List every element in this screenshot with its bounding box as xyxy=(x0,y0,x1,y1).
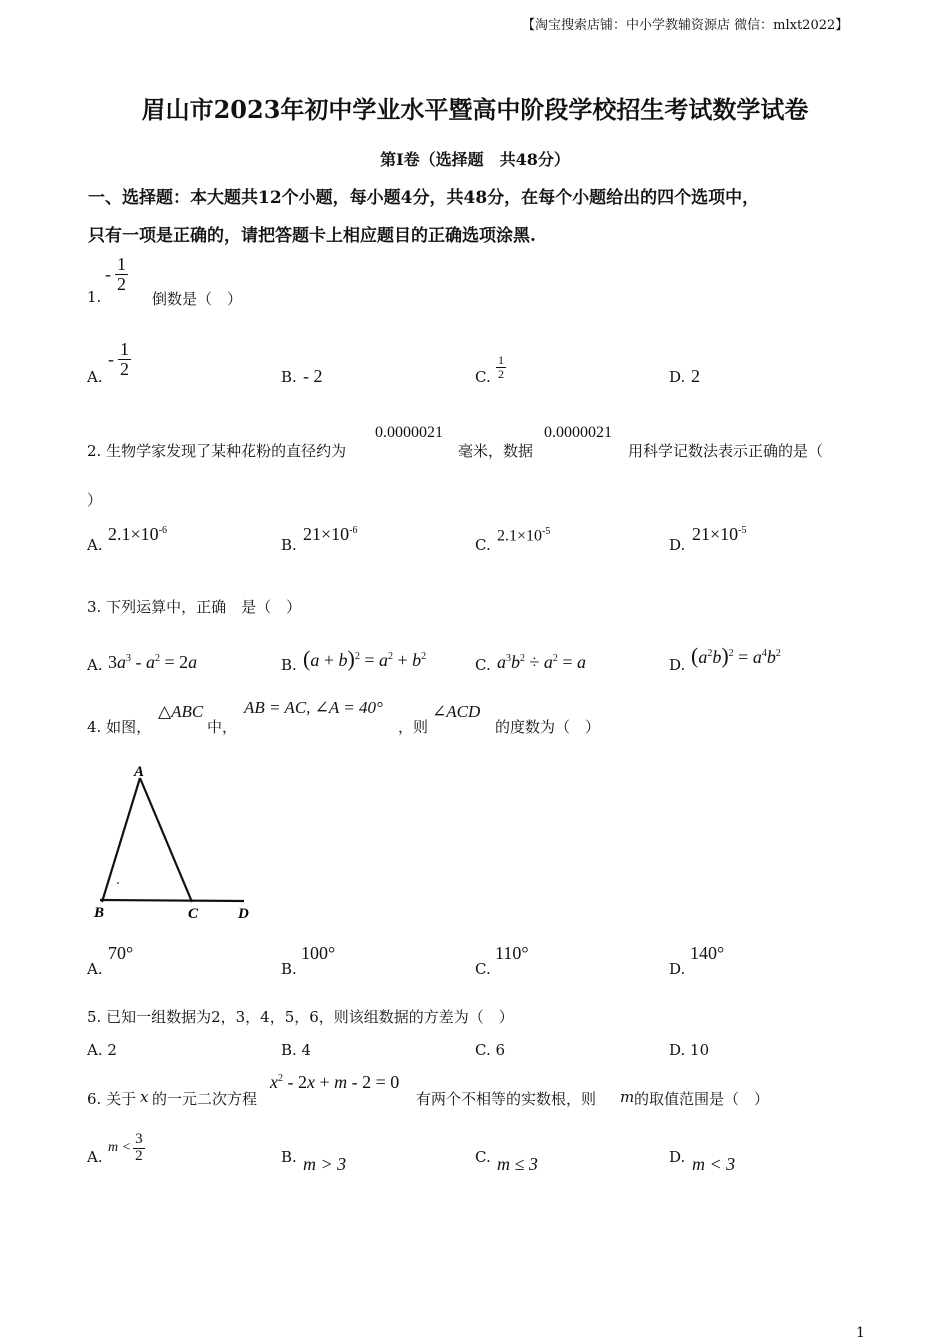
point-a-label: A xyxy=(134,764,145,780)
q1-frac-num: 1 xyxy=(117,254,126,274)
q2-value-1: 0.0000021 xyxy=(375,424,443,441)
header-watermark: 【淘宝搜索店铺：中小学教辅资源店 微信：mlxt2022】 xyxy=(522,18,849,33)
q1-option-c-den: 2 xyxy=(498,366,504,381)
q6-text-a: 6. 关于 xyxy=(87,1090,137,1108)
q2-option-c-value xyxy=(497,526,550,545)
q6-option-b-value: m > 3 xyxy=(303,1154,347,1174)
q2-option-d-label[interactable]: D. xyxy=(669,536,686,554)
q6-text-b: 的一元二次方程 xyxy=(152,1090,258,1108)
q1-text: 倒数是（ ） xyxy=(152,290,243,308)
page-number: 1 xyxy=(856,1325,865,1341)
q6-option-c-value: m ≤ 3 xyxy=(497,1154,538,1174)
q4-text-a: 4. 如图， xyxy=(87,718,152,736)
q6-option-d-value: m < 3 xyxy=(692,1154,736,1174)
q1-number: 1. xyxy=(87,288,102,306)
q1-fraction xyxy=(105,255,128,294)
q2-text-a: 2. 生物学家发现了某种花粉的直径约为 xyxy=(87,442,347,460)
q2-option-c-label[interactable]: C. xyxy=(475,536,491,554)
page-subtitle: 第I卷（选择题 共48分） xyxy=(380,150,570,169)
section-instruction-line2: 只有一项是正确的，请把答题卡上相应题目的正确选项涂黑. xyxy=(88,226,536,246)
q6-option-b-label[interactable]: B. xyxy=(281,1148,297,1166)
q3-option-b-formula: $(a + b)^2 = a^2 + b^2$ xyxy=(303,646,427,671)
q4-option-c-label[interactable]: C. xyxy=(475,960,491,978)
q3-option-d-formula: $(a^2b)^2 = a^4b^2$ xyxy=(691,643,781,668)
q1-option-c-value xyxy=(496,354,506,380)
q5-option-d[interactable]: D. 10 xyxy=(669,1041,710,1059)
q6-option-c-label[interactable]: C. xyxy=(475,1148,491,1166)
q5-option-a[interactable]: A. 2 xyxy=(87,1041,117,1059)
side-ab xyxy=(102,778,140,902)
q2-value-2: 0.0000021 xyxy=(544,424,612,441)
section-instruction-line1: 一、选择题：本大题共12个小题，每小题4分，共48分，在每个小题给出的四个选项中， xyxy=(88,188,760,208)
q6-option-a-label[interactable]: A. xyxy=(87,1148,103,1166)
q6-text-c: 有两个不相等的实数根，则 xyxy=(416,1090,597,1108)
q2-text-b: 毫米，数据 xyxy=(458,442,534,460)
q2-text-c: 用科学记数法表示正确的是（ xyxy=(628,442,824,460)
q3-option-a-formula: $3a^3 - a^2 = 2a$ xyxy=(108,652,198,672)
q2-option-a-label[interactable]: A. xyxy=(87,536,103,554)
q6-var-m: m xyxy=(620,1088,635,1106)
q2-option-d-exp: -5 xyxy=(738,525,747,536)
q4-triangle: △ABC xyxy=(158,702,204,721)
q2-option-a-base: 2.1×10 xyxy=(108,524,159,544)
line-bd xyxy=(100,900,244,901)
q4-condition: AB = AC, ∠A = 40° xyxy=(244,698,383,717)
q6-option-a-value xyxy=(108,1132,145,1165)
point-c-label: C xyxy=(188,906,199,922)
q4-triangle-figure xyxy=(90,760,260,925)
q4-text-d: 的度数为（ ） xyxy=(495,718,601,736)
q6-option-a-num: 3 xyxy=(135,1131,143,1147)
q4-option-d-label[interactable]: D. xyxy=(669,960,686,978)
q2-option-a-value xyxy=(108,524,167,545)
q2-option-c-base: 2.1×10 xyxy=(497,527,543,545)
q1-option-c-num: 1 xyxy=(498,353,504,367)
q4-option-c-value: 110° xyxy=(495,943,529,963)
q4-text-c: ，则 xyxy=(398,718,429,736)
q1-option-a-sign: - xyxy=(108,348,114,369)
q3-option-b-label[interactable]: B. xyxy=(281,656,297,674)
q5-option-c[interactable]: C. 6 xyxy=(475,1041,506,1059)
q2-option-b-exp: -6 xyxy=(349,525,358,536)
q1-frac-sign: - xyxy=(105,263,111,284)
q1-option-d-value: 2 xyxy=(691,366,700,386)
q6-equation: $x^2 - 2x + m - 2 = 0$ xyxy=(270,1072,400,1092)
q4-option-a-label[interactable]: A. xyxy=(87,960,103,978)
q4-option-b-label[interactable]: B. xyxy=(281,960,297,978)
q4-option-b-value: 100° xyxy=(301,943,336,963)
q3-option-d-label[interactable]: D. xyxy=(669,656,686,674)
q3-option-a-label[interactable]: A. xyxy=(87,656,103,674)
q1-option-a-den: 2 xyxy=(120,358,129,379)
q4-angle: ∠ACD xyxy=(432,702,481,721)
q1-option-b-value: - 2 xyxy=(303,366,323,386)
q2-option-d-value xyxy=(692,524,747,545)
q1-option-c-label[interactable]: C. xyxy=(475,368,491,386)
q1-option-b-label[interactable]: B. xyxy=(281,368,297,386)
q5-option-b[interactable]: B. 4 xyxy=(281,1041,312,1059)
q2-option-a-exp: -6 xyxy=(158,525,167,536)
q3-option-c-formula: $a^3b^2 \div a^2 = a$ xyxy=(497,652,587,672)
q1-option-a-label[interactable]: A. xyxy=(87,368,103,386)
q4-option-a-value: 70° xyxy=(108,943,134,963)
q6-option-a-den: 2 xyxy=(135,1147,143,1164)
q1-frac-den: 2 xyxy=(117,273,126,294)
q2-text-d: ） xyxy=(87,491,103,509)
q6-option-a-lhs: m < xyxy=(108,1140,132,1156)
q6-text-d: 的取值范围是（ ） xyxy=(634,1090,770,1108)
q1-option-a-value xyxy=(108,340,131,379)
point-d-label: D xyxy=(238,906,249,922)
q6-var-x: x xyxy=(140,1088,149,1106)
q5-text: 5. 已知一组数据为2，3，4，5，6，则该组数据的方差为（ ） xyxy=(87,1008,514,1026)
point-b-label: B xyxy=(94,905,105,921)
dot-mark xyxy=(117,882,119,884)
q3-option-c-label[interactable]: C. xyxy=(475,656,491,674)
page-title: 眉山市2023年初中学业水平暨高中阶段学校招生考试数学试卷 xyxy=(141,95,809,124)
q2-option-c-exp: -5 xyxy=(542,526,551,537)
q2-option-b-base: 21×10 xyxy=(303,524,350,544)
side-ac xyxy=(140,778,192,902)
q2-option-b-label[interactable]: B. xyxy=(281,536,297,554)
q2-option-b-value xyxy=(303,524,358,545)
q2-option-d-base: 21×10 xyxy=(692,524,739,544)
q1-option-a-num: 1 xyxy=(120,339,129,359)
q3-text: 3. 下列运算中，正确 是（ ） xyxy=(87,598,302,616)
q6-option-d-label[interactable]: D. xyxy=(669,1148,686,1166)
q1-option-d-label[interactable]: D. xyxy=(669,368,686,386)
q4-option-d-value: 140° xyxy=(690,943,725,963)
q4-text-b: 中， xyxy=(207,718,238,736)
